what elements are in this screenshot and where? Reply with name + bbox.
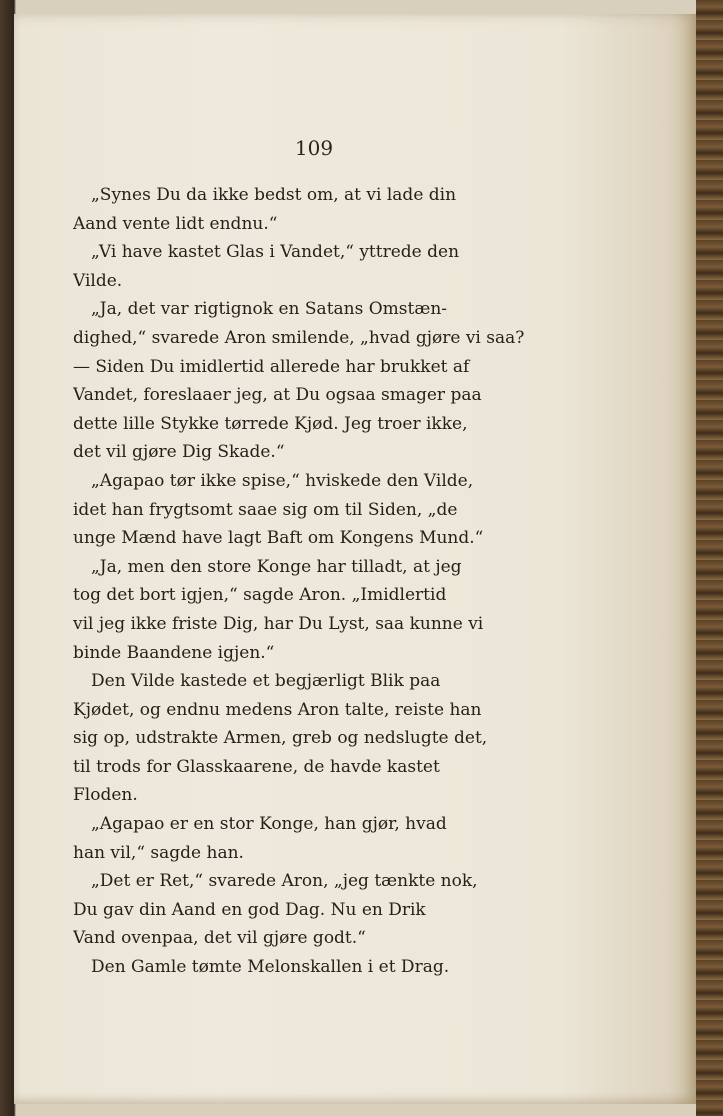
text-line: „Synes Du da ikke bedst om, at vi lade din bbox=[91, 185, 457, 205]
text-line: idet han frygtsomt saae sig om til Siden, „de bbox=[73, 499, 458, 520]
text-line: Den Gamle tømte Melonskallen i et Drag. bbox=[91, 957, 450, 978]
text-line: Vand ovenpaa, det vil gjøre godt.“ bbox=[73, 928, 366, 949]
text-line: Vandet, foreslaaer jeg, at Du ogsaa smager paa bbox=[73, 385, 482, 406]
text-line: sig op, udstrakte Armen, greb og nedslugte det, bbox=[73, 728, 488, 749]
text-line: han vil,“ sagde han. bbox=[73, 842, 244, 863]
page-number: 109 bbox=[294, 136, 334, 160]
text-line: „Agapao er en stor Konge, han gjør, hvad bbox=[91, 814, 447, 835]
text-line: til trods for Glasskaarene, de havde kastet bbox=[73, 756, 440, 777]
text-line: dighed,“ svarede Aron smilende, „hvad gjøre vi saa? bbox=[73, 327, 525, 348]
text-line: Vilde. bbox=[73, 270, 123, 291]
text-line: dette lille Stykke tørrede Kjød. Jeg troer ikke, bbox=[73, 413, 468, 434]
book-page bbox=[14, 14, 696, 1104]
text-line: Den Vilde kastede et begjærligt Blik paa bbox=[91, 671, 441, 692]
text-line: tog det bort igjen,“ sagde Aron. „Imidlertid bbox=[73, 585, 447, 606]
text-line: Floden. bbox=[73, 785, 138, 806]
text-line: Aand vente lidt endnu.“ bbox=[73, 213, 278, 234]
text-line: det vil gjøre Dig Skade.“ bbox=[73, 442, 285, 463]
text-line: — Siden Du imidlertid allerede har brukket af bbox=[73, 356, 470, 377]
book-spine bbox=[696, 0, 723, 1116]
page-text-block bbox=[73, 181, 563, 982]
text-line: binde Baandene igjen.“ bbox=[73, 642, 275, 663]
text-line: „Det er Ret,“ svarede Aron, „jeg tænkte nok, bbox=[91, 871, 478, 892]
text-line: „Ja, men den store Konge har tilladt, at jeg bbox=[91, 556, 462, 577]
text-line: „Vi have kastet Glas i Vandet,“ yttrede den bbox=[91, 242, 460, 263]
text-line: vil jeg ikke friste Dig, har Du Lyst, saa kunne vi bbox=[73, 613, 484, 634]
text-line: „Ja, det var rigtignok en Satans Omstæn- bbox=[91, 299, 448, 320]
text-line: „Agapao tør ikke spise,“ hviskede den Vilde, bbox=[91, 470, 474, 491]
text-line: unge Mænd have lagt Baft om Kongens Mund.“ bbox=[73, 528, 484, 549]
text-line: Kjødet, og endnu medens Aron talte, reiste han bbox=[73, 699, 482, 720]
text-line: Du gav din Aand en god Dag. Nu en Drik bbox=[73, 899, 426, 920]
